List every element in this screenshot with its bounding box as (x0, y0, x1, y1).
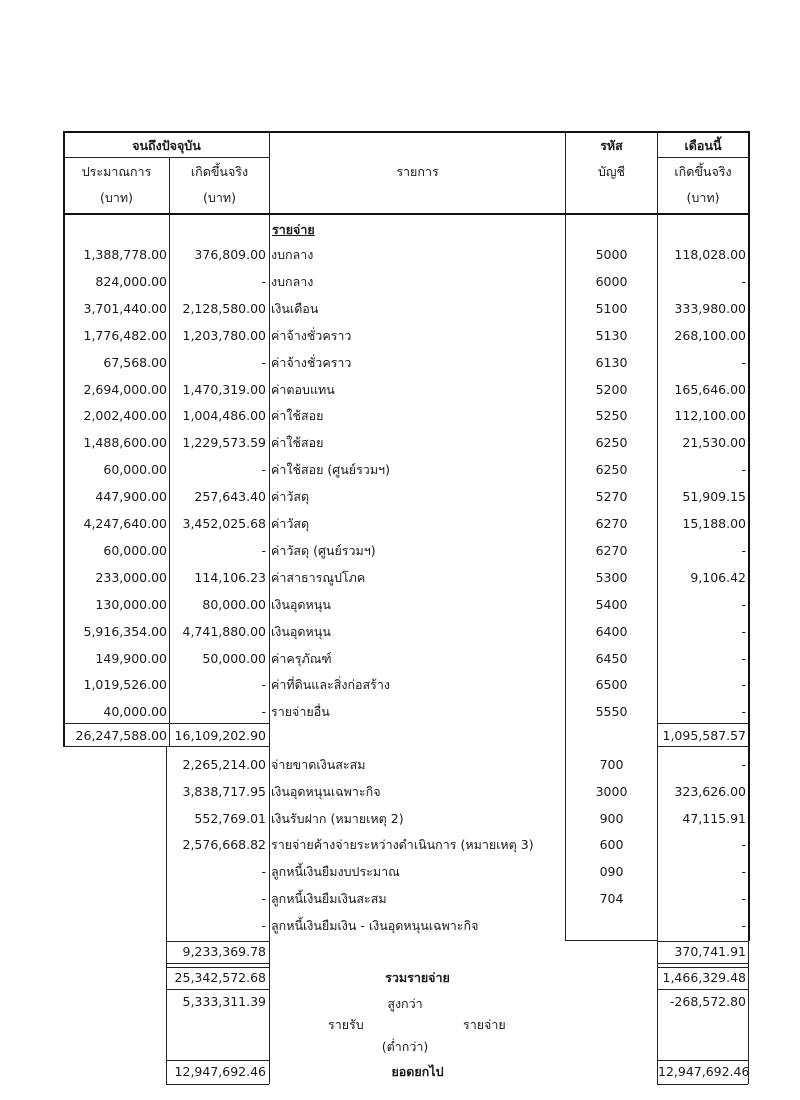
header-estimate-unit: (บาท) (100, 190, 133, 205)
row-item: ค่าใช้สอย (271, 408, 324, 423)
row-code: 6130 (595, 355, 628, 370)
other-row-month: - (741, 918, 746, 933)
row-actual: 376,809.00 (194, 247, 266, 262)
other-row-item: ลูกหนี้เงินยืมเงิน - เงินอุดหนุนเฉพาะกิจ (271, 918, 479, 933)
row-actual: 1,470,319.00 (182, 382, 266, 397)
row-estimate: 4,247,640.00 (83, 516, 167, 531)
other-row-item: จ่ายขาดเงินสะสม (271, 757, 366, 772)
carry-bottom-line-right (657, 1084, 748, 1085)
header-right-subdivider (657, 157, 748, 158)
other-row-item: เงินอุดหนุนเฉพาะกิจ (271, 784, 381, 799)
summary-income: รายรับ (328, 1017, 364, 1032)
row-actual: 1,004,486.00 (182, 408, 266, 423)
other-row-actual: - (261, 918, 266, 933)
row-month: 112,100.00 (674, 408, 746, 423)
other-table-bottom-line (565, 940, 657, 941)
other-row-actual: - (261, 864, 266, 879)
summary-expense: รายจ่าย (463, 1017, 506, 1032)
row-month: 21,530.00 (682, 435, 746, 450)
row-actual: 257,643.40 (194, 489, 266, 504)
other-row-item: เงินรับฝาก (หมายเหตุ 2) (271, 811, 404, 826)
row-month: - (741, 274, 746, 289)
header-subdivider (63, 157, 269, 158)
row-month: 51,909.15 (682, 489, 746, 504)
row-code: 6450 (595, 651, 628, 666)
row-month: 268,100.00 (674, 328, 746, 343)
header-to-date: จนถึงปัจจุบัน (132, 138, 201, 153)
summary-mid-line (166, 989, 269, 990)
header-items: รายการ (396, 164, 439, 179)
row-estimate: 447,900.00 (95, 489, 167, 504)
other-row-code: 090 (599, 864, 624, 879)
other-row-code: 3000 (595, 784, 628, 799)
row-actual: 1,229,573.59 (182, 435, 266, 450)
row-item: ค่าวัสดุ (271, 516, 310, 531)
row-item: งบกลาง (271, 274, 314, 289)
row-code: 6270 (595, 543, 628, 558)
summary-top-line-right (657, 967, 748, 968)
header-month-actual: เกิดขึ้นจริง (674, 164, 732, 179)
other-row-actual: - (261, 891, 266, 906)
row-estimate: 5,916,354.00 (83, 624, 167, 639)
other-row-month: - (741, 864, 746, 879)
other-total-bottom-line (166, 963, 269, 964)
row-actual: - (261, 677, 266, 692)
row-item: ค่าครุภัณฑ์ (271, 651, 332, 666)
header-estimate: ประมาณการ (81, 164, 152, 179)
row-estimate: 824,000.00 (95, 274, 167, 289)
expense-total-bottom-line-right (657, 746, 748, 747)
lower-col-right-b (748, 941, 749, 1084)
lower-col-mid (269, 941, 270, 1084)
row-code: 6250 (595, 435, 628, 450)
header-month-unit: (บาท) (686, 190, 720, 205)
row-code: 5200 (595, 382, 628, 397)
row-item: เงินอุดหนุน (271, 597, 331, 612)
summary-top-line (166, 967, 269, 968)
carry-month: 12,947,692.46 (658, 1064, 750, 1079)
row-item: ค่าวัสดุ (ศูนย์รวมฯ) (271, 543, 376, 558)
carry-top-line (166, 1060, 269, 1061)
row-month: 9,106.42 (690, 570, 746, 585)
row-item: ค่าที่ดินและสิ่งก่อสร้าง (271, 677, 390, 692)
header-code: รหัส (600, 138, 623, 153)
row-item: เงินอุดหนุน (271, 624, 331, 639)
row-estimate: 149,900.00 (95, 651, 167, 666)
other-total-top-line-right (657, 941, 748, 942)
row-estimate: 1,019,526.00 (83, 677, 167, 692)
row-item: ค่าสาธารณูปโภค (271, 570, 366, 585)
row-month: - (741, 597, 746, 612)
row-code: 5130 (595, 328, 628, 343)
header-bottom-border (63, 213, 748, 215)
other-row-month: - (741, 891, 746, 906)
row-month: 118,028.00 (674, 247, 746, 262)
summary-lower: (ต่ำกว่า) (381, 1039, 429, 1054)
summary-total-actual: 25,342,572.68 (174, 970, 266, 985)
summary-total-label: รวมรายจ่าย (385, 970, 450, 985)
row-item: ค่าใช้สอย (271, 435, 324, 450)
carry-actual: 12,947,692.46 (174, 1064, 266, 1079)
row-actual: - (261, 462, 266, 477)
row-month: - (741, 462, 746, 477)
carry-label: ยอดยกไป (391, 1064, 444, 1079)
expense-total-month: 1,095,587.57 (662, 728, 746, 743)
row-estimate: 1,488,600.00 (83, 435, 167, 450)
summary-diff-month: -268,572.80 (669, 994, 746, 1009)
other-row-actual: 552,769.01 (194, 811, 266, 826)
other-total-month: 370,741.91 (674, 944, 746, 959)
expense-total-top-line-right (657, 723, 748, 724)
summary-higher: สูงกว่า (387, 996, 423, 1011)
row-code: 5270 (595, 489, 628, 504)
other-row-code: 704 (599, 891, 624, 906)
other-row-code: 900 (599, 811, 624, 826)
row-code: 5100 (595, 301, 628, 316)
carry-top-line-right (657, 1060, 748, 1061)
row-actual: 50,000.00 (202, 651, 266, 666)
row-code: 5400 (595, 597, 628, 612)
carry-bottom-line (166, 1084, 269, 1085)
other-row-actual: 2,576,668.82 (182, 837, 266, 852)
row-month: 165,646.00 (674, 382, 746, 397)
summary-mid-line-right (657, 989, 748, 990)
row-code: 6400 (595, 624, 628, 639)
expense-total-actual: 16,109,202.90 (174, 728, 266, 743)
row-estimate: 3,701,440.00 (83, 301, 167, 316)
header-account: บัญชี (597, 164, 626, 179)
other-row-month: - (741, 837, 746, 852)
summary-diff-actual: 5,333,311.39 (182, 994, 266, 1009)
other-row-month: - (741, 757, 746, 772)
row-actual: - (261, 274, 266, 289)
row-estimate: 1,388,778.00 (83, 247, 167, 262)
row-code: 6000 (595, 274, 628, 289)
col-divider-2 (269, 131, 270, 941)
row-item: ค่าจ้างชั่วคราว (271, 328, 352, 343)
other-total-bottom-line-right (657, 963, 748, 964)
row-actual: 4,741,880.00 (182, 624, 266, 639)
row-item: ค่าวัสดุ (271, 489, 310, 504)
header-this-month: เดือนนี้ (684, 138, 722, 153)
other-total-actual: 9,233,369.78 (182, 944, 266, 959)
row-item: เงินเดือน (271, 301, 319, 316)
row-actual: - (261, 704, 266, 719)
other-row-code: 600 (599, 837, 624, 852)
other-total-top-line (166, 941, 269, 942)
row-month: - (741, 677, 746, 692)
right-border (748, 131, 750, 941)
header-actual-unit: (บาท) (203, 190, 236, 205)
row-actual: - (261, 355, 266, 370)
row-estimate: 130,000.00 (95, 597, 167, 612)
other-row-item: ลูกหนี้เงินยืมงบประมาณ (271, 864, 400, 879)
row-actual: 1,203,780.00 (182, 328, 266, 343)
row-month: - (741, 704, 746, 719)
row-code: 5300 (595, 570, 628, 585)
row-code: 5250 (595, 408, 628, 423)
other-row-code: 700 (599, 757, 624, 772)
table-top-border (63, 131, 748, 133)
row-actual: 2,128,580.00 (182, 301, 266, 316)
row-estimate: 1,776,482.00 (83, 328, 167, 343)
row-month: - (741, 624, 746, 639)
other-row-item: รายจ่ายค้างจ่ายระหว่างดำเนินการ (หมายเหตุ 3) (271, 837, 534, 852)
row-month: - (741, 355, 746, 370)
row-actual: 114,106.23 (194, 570, 266, 585)
expense-total-top-line (63, 723, 269, 724)
row-actual: - (261, 543, 266, 558)
row-estimate: 60,000.00 (103, 543, 167, 558)
row-estimate: 2,694,000.00 (83, 382, 167, 397)
other-row-month: 323,626.00 (674, 784, 746, 799)
expense-total-estimate: 26,247,588.00 (75, 728, 167, 743)
row-estimate: 40,000.00 (103, 704, 167, 719)
row-estimate: 67,568.00 (103, 355, 167, 370)
other-row-item: ลูกหนี้เงินยืมเงินสะสม (271, 891, 387, 906)
row-item: งบกลาง (271, 247, 314, 262)
summary-total-month: 1,466,329.48 (662, 970, 746, 985)
row-estimate: 233,000.00 (95, 570, 167, 585)
row-item: ค่าใช้สอย (ศูนย์รวมฯ) (271, 462, 390, 477)
row-month: - (741, 651, 746, 666)
row-month: 333,980.00 (674, 301, 746, 316)
row-code: 6500 (595, 677, 628, 692)
section-title: รายจ่าย (272, 222, 315, 237)
header-actual: เกิดขึ้นจริง (190, 164, 249, 179)
row-item: รายจ่ายอื่น (271, 704, 330, 719)
row-item: ค่าตอบแทน (271, 382, 335, 397)
other-row-actual: 2,265,214.00 (182, 757, 266, 772)
expense-total-bottom-line (63, 746, 269, 747)
row-item: ค่าจ้างชั่วคราว (271, 355, 352, 370)
row-code: 6250 (595, 462, 628, 477)
row-code: 5550 (595, 704, 628, 719)
other-row-month: 47,115.91 (682, 811, 746, 826)
row-estimate: 60,000.00 (103, 462, 167, 477)
row-actual: 80,000.00 (202, 597, 266, 612)
lower-col-left (166, 746, 167, 1084)
row-month: 15,188.00 (682, 516, 746, 531)
row-month: - (741, 543, 746, 558)
row-actual: 3,452,025.68 (182, 516, 266, 531)
other-row-actual: 3,838,717.95 (182, 784, 266, 799)
row-code: 5000 (595, 247, 628, 262)
row-code: 6270 (595, 516, 628, 531)
row-estimate: 2,002,400.00 (83, 408, 167, 423)
